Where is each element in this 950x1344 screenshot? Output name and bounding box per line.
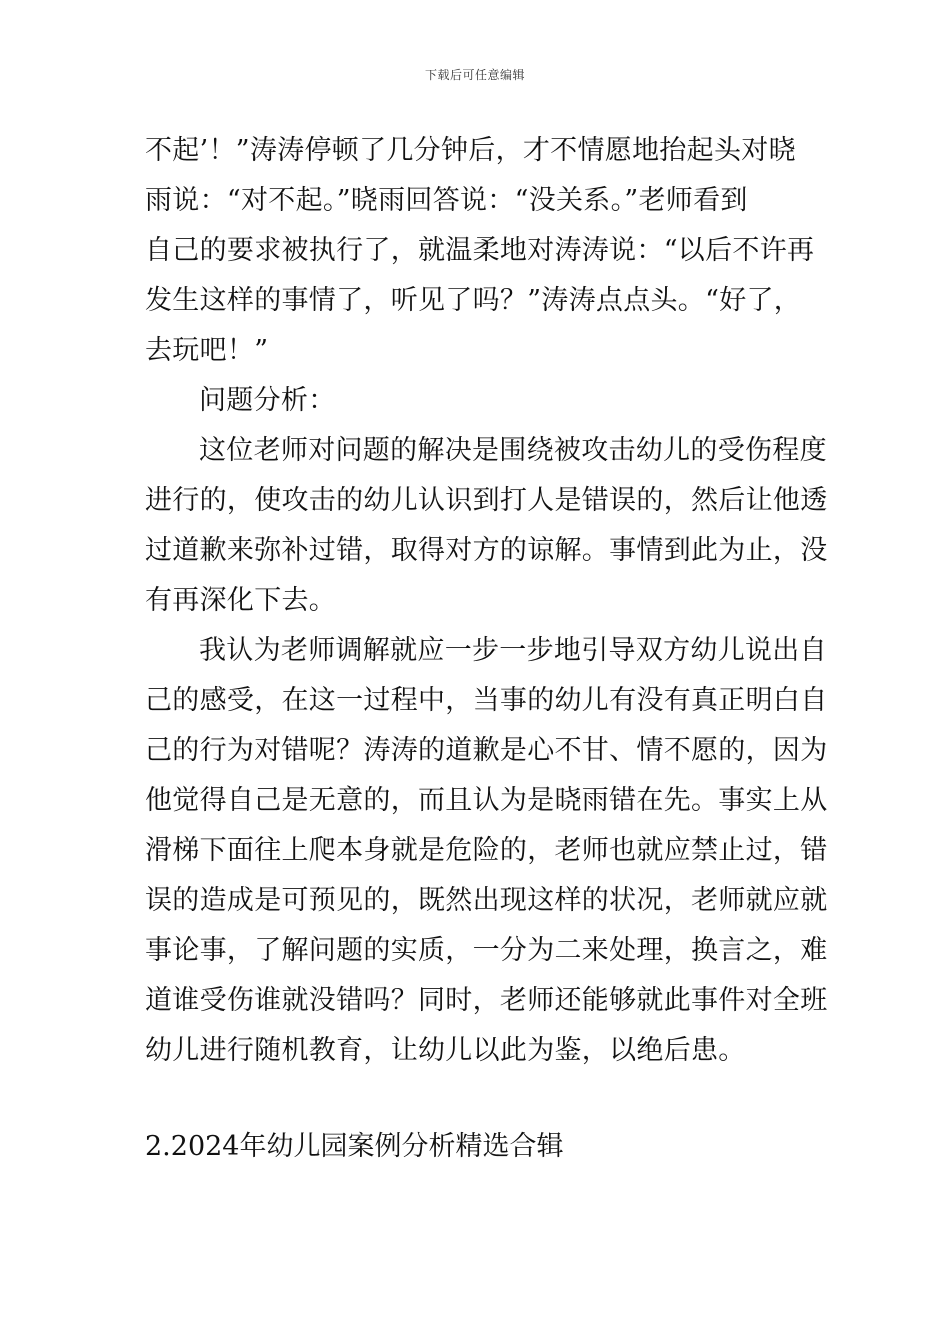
text-line: 误的造成是可预见的，既然出现这样的状况，老师就应就 xyxy=(145,885,828,916)
text-line: 不起’！”涛涛停顿了几分钟后，才不情愿地抬起头对晓 xyxy=(145,135,796,166)
section-heading: 2.2024年幼儿园案例分析精选合辑 xyxy=(145,1131,564,1162)
text-line: 幼儿进行随机教育，让幼儿以此为鉴，以绝后患。 xyxy=(145,1035,746,1066)
text-line: 过道歉来弥补过错，取得对方的谅解。事情到此为止，没 xyxy=(145,535,828,566)
text-line: 滑梯下面往上爬本身就是危险的，老师也就应禁止过，错 xyxy=(145,835,828,866)
paragraph-analysis xyxy=(145,426,828,626)
text-line: 他觉得自己是无意的，而且认为是晓雨错在先。事实上从 xyxy=(145,785,828,816)
text-line: 有再深化下去。 xyxy=(145,585,337,616)
text-line: 自己的要求被执行了，就温柔地对涛涛说：“以后不许再 xyxy=(145,235,815,266)
text-line: 这位老师对问题的解决是围绕被攻击幼儿的受伤程度 xyxy=(199,435,827,466)
text-line: 事论事，了解问题的实质，一分为二来处理，换言之，难 xyxy=(145,935,828,966)
paragraph-opinion xyxy=(145,626,828,1076)
analysis-label: 问题分析： xyxy=(199,385,336,416)
text-line: 己的感受，在这一过程中，当事的幼儿有没有真正明白自 xyxy=(145,685,828,716)
text-line: 发生这样的事情了，听见了吗？”涛涛点点头。“好了， xyxy=(145,285,802,316)
text-line: 进行的，使攻击的幼儿认识到打人是错误的，然后让他透 xyxy=(145,485,828,516)
paragraph-dialogue xyxy=(145,126,815,376)
text-line: 我认为老师调解就应一步一步地引导双方幼儿说出自 xyxy=(199,635,827,666)
page-header-note: 下载后可任意编辑 xyxy=(424,68,525,82)
document-body xyxy=(145,126,828,1076)
text-line: 道谁受伤谁就没错吗？同时，老师还能够就此事件对全班 xyxy=(145,985,828,1016)
text-line: 去玩吧！” xyxy=(145,335,269,366)
text-line: 己的行为对错呢？涛涛的道歉是心不甘、情不愿的，因为 xyxy=(145,735,828,766)
paragraph-analysis-label xyxy=(145,376,807,426)
text-line: 雨说：“对不起。”晓雨回答说：“没关系。”老师看到 xyxy=(145,185,748,216)
